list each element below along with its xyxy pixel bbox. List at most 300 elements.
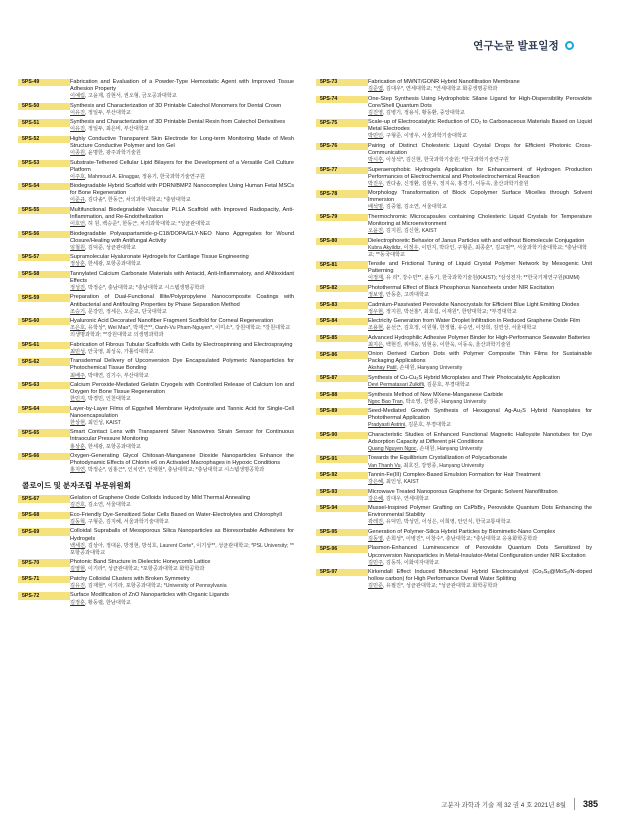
paper-title: Advanced Hydrophilic Adhesive Polymer Binder for High-Performance Seawater Batteries — [368, 334, 590, 341]
presentation-code: 5PS-54 — [18, 183, 70, 190]
co-authors-affiliation: , 최인성, KAIST — [383, 479, 419, 486]
co-authors-affiliation: , 윤선근, 김호정, 이원형, 한정협, 유승연, 이장희, 김연상, 서울대학교 — [383, 325, 537, 332]
presenting-author: 김정훈 — [70, 599, 86, 606]
presenting-author: 곽레진 — [368, 519, 384, 526]
paper-title: Biodegradable Hybrid Scaffold with PDRN/BMP2 Nanocomplex Using Human Fetal MSCs for Bone Regeneration — [70, 183, 294, 197]
presenting-author: 강은혜 — [368, 495, 384, 502]
program-entry — [22, 495, 294, 509]
presentation-code: 5PS-93 — [316, 489, 368, 496]
paper-title: Fabrication of MWNT/GONR Hybrid Nanofiltration Membrane — [368, 79, 520, 85]
author-list — [368, 496, 592, 503]
presentation-code: 5PS-51 — [18, 119, 70, 126]
co-authors-affiliation: , 최인성, KAIST — [85, 419, 121, 426]
co-authors-affiliation: , 박정순*, 임홍근*, 인치연*, 안재현*, 충남대학교; *충남대학교 시스템생명공학과 — [85, 467, 265, 474]
right-column — [320, 79, 592, 593]
paper-title: Synthesis of Cu-Cu₂S Hybrid Microplates and Their Photocatalytic Application — [368, 374, 561, 381]
co-authors-affiliation: , 문강민, 정세은, 오준교, 단국대학교 — [85, 308, 167, 315]
program-entry — [22, 576, 294, 590]
paper-title: Morphology Transformation of Block Copolymer Surface Micelles through Solvent Immersion — [368, 190, 592, 204]
co-authors-affiliation: , 김상아, 정대윤, 방정현, 방석호, Laurent Corte*, 이기상**, 성균관대학교; *PSL University; **포항공과대학교 — [70, 542, 294, 556]
author-list — [70, 126, 294, 133]
entry-body — [70, 429, 294, 450]
paper-title: Synthesis and Characterization of 3D Printable Catechol Monomers for Dental Crown — [70, 102, 282, 109]
entry-body — [70, 528, 294, 556]
co-authors-affiliation: , 김지원, 김신현, KAIST — [383, 228, 437, 235]
co-authors-affiliation: , 유필진*, 성균관대학교; *성균관대학교 화학공학과 — [383, 583, 498, 590]
presenting-author: 김동혁 — [70, 519, 86, 525]
author-list — [70, 519, 294, 526]
presenting-author: 홍상훈 — [70, 443, 86, 450]
presentation-code: 5PS-56 — [18, 231, 70, 238]
author-list — [70, 309, 294, 316]
co-authors-affiliation: , 유학상*, Wei Mao*, 박재근**, Oanh-Vu Pham-Nguyen*, 이미소*, 강원대학교; *강원대학교 의생명과학과; **강원대학교 의생명과학과 — [70, 325, 291, 339]
presenting-author: 박민인 — [368, 133, 384, 140]
paper-title: One-Step Synthesis Using Hydrophobic Silane Ligand for High-Dispersibility Perovskite Core/Shell Quantum Dots — [368, 95, 592, 109]
co-authors-affiliation: , 권다솔, 신정환, 김현우, 정지욱, 홍경기, 이동욱, 울산과학기술원 — [383, 180, 529, 187]
co-authors-affiliation: , 최호진, 강영종, Hanyang University — [400, 462, 485, 469]
journal-citation: 고분자 과학과 기술 제 32 권 4 호 2021년 8월 — [441, 801, 566, 809]
presentation-code: 5PS-57 — [18, 254, 70, 261]
presentation-code: 5PS-65 — [18, 429, 70, 436]
paper-title: Layer-by-Layer Films of Eggshell Membrane Hydrolysate and Tannic Acid for Single-Cell Nanoencapsulation — [70, 405, 294, 419]
co-authors-affiliation: , 한세광, 포항공과대학교 — [85, 261, 141, 268]
presentation-code: 5PS-59 — [18, 294, 70, 301]
circle-bullet-icon — [565, 41, 574, 50]
paper-title: Tannylated Calcium Carbonate Materials with Antacid, Anti-Inflammatory, and ANtioxidant Effects — [70, 270, 294, 284]
author-list — [368, 325, 592, 332]
presentation-code: 5PS-62 — [18, 358, 70, 365]
entry-body — [368, 238, 592, 259]
presenting-author: 한상현 — [70, 419, 86, 426]
presenting-author: 이예림 — [70, 93, 86, 100]
presenting-author: 최배주 — [70, 372, 86, 379]
author-list — [368, 292, 592, 299]
paper-title: Smart Contact Lens with Transparent Silver Nanowires Strain Sensor for Continuous Intraocular Pressure Monitoring — [70, 429, 294, 443]
paper-title: Hyaluronic Acid Decorated Nanofiber Fragment Scaffold for Corneal Regeneration — [70, 318, 274, 325]
paper-title: Supramolecular Hyaluronate Hydrogels for Cartilage Tissue Engineering — [70, 254, 249, 261]
presenting-author: 백세진 — [70, 542, 86, 549]
program-entry — [320, 472, 592, 486]
entry-body — [70, 512, 294, 526]
paper-title: Plasmon-Enhanced Luminescence of Perovskite Quantum Dots Sensitized by Upconversion Nanoparticles in Metal-Insulator-Metal Configuration under NIR Excitation — [368, 545, 592, 559]
paper-title: Multifunctional Biodegradable Vascular PLLA Scaffold with Improved Radiopacity, Anti-Inflammation, and Re-Endothelization — [70, 206, 294, 220]
author-list — [368, 365, 592, 372]
author-list — [70, 444, 294, 451]
presenting-author: 김건호 — [70, 502, 86, 509]
presenting-author: 한민지 — [70, 396, 86, 403]
program-entry — [320, 455, 592, 469]
program-entry — [22, 382, 294, 403]
author-list — [70, 261, 294, 268]
co-authors-affiliation: , 박경민, 인천대학교 — [85, 396, 131, 403]
author-list — [70, 396, 294, 403]
co-authors-affiliation: , 박소영, 강영종, Hanyang University — [402, 398, 487, 405]
entry-body — [368, 489, 592, 503]
presenting-author: Quang Nguyen Ngoc — [368, 445, 417, 452]
paper-title: Mussel-Inspired Polymer Grafting on CsPbBr₃ Perovskite Quantum Dots Enhancing the Environmental Stability — [368, 505, 592, 519]
presenting-author: 김민주 — [368, 559, 384, 566]
co-authors-affiliation: , 이민지, 박다인, 구형준, 최종훈*, 김교범**, 서울과학기술대학교; *충남대학교; **동국대학교 — [368, 244, 588, 258]
author-list — [368, 181, 592, 188]
entry-body — [368, 505, 592, 526]
presenting-author: 김진영 — [368, 109, 384, 116]
co-authors-affiliation: , 유 리*, 강수민**, 윤동기, 한국과학기술원(KAIST); *삼성전자; **한국기계연구원(KIMM) — [383, 275, 580, 282]
entry-body — [70, 406, 294, 427]
program-entry — [320, 302, 592, 316]
program-entry — [22, 358, 294, 379]
author-list — [70, 174, 294, 181]
paper-title: Synthesis Method of New MXene-Manganese Carbide — [368, 391, 503, 398]
co-authors-affiliation: , 이기라*, 성균관대학교; *포항공과대학교 화학공학과 — [85, 566, 205, 573]
paper-title: Cadmium-Passivated Perovskite Nanocrystals for Efficient Blue Light Emitting Diodes — [368, 301, 580, 308]
presenting-author: 박시후 — [368, 157, 384, 164]
presentation-code: 5PS-94 — [316, 505, 368, 512]
co-authors-affiliation: , 김대우, 연세대학교 — [383, 495, 429, 502]
paper-title: Towards the Equilibrium Crystallization of Polycarbonate — [368, 455, 508, 462]
entry-body — [70, 119, 294, 133]
presentation-code: 5PS-83 — [316, 302, 368, 309]
presenting-author: 최지은 — [368, 341, 384, 348]
author-list — [70, 325, 294, 339]
paper-title: Superaerophobic Hydrogels Application for Enhancement of Hydrogen Production Performances of Electrochemical and Photoelectrochemical Reaction — [368, 166, 592, 180]
presenting-author: 임철원 — [70, 244, 86, 251]
entry-body — [70, 160, 294, 181]
author-list — [368, 157, 592, 164]
co-authors-affiliation: , 손대원, Hanyang University — [396, 365, 463, 372]
entry-body — [70, 576, 294, 590]
co-authors-affiliation: , 안동훈, 고려대학교 — [383, 292, 429, 299]
author-list — [70, 373, 294, 380]
paper-title: Onion Derived Carbon Dots with Polymer Composite Thin Films for Sustainable Packaging Applications — [368, 351, 592, 365]
program-entry — [22, 160, 294, 181]
entry-body — [368, 119, 592, 140]
entry-body — [70, 231, 294, 252]
left-column — [22, 79, 294, 609]
program-entry — [320, 285, 592, 299]
co-authors-affiliation: , 김재현*, 이기라, 포항공과대학교; *University of Pennsylvania — [85, 582, 227, 589]
presentation-code: 5PS-76 — [316, 143, 368, 150]
footer-divider — [574, 798, 575, 810]
paper-title: Substrate-Tethered Cellular Lipid Bilayers for the Development of a Versatile Cell Culture Platform — [70, 159, 294, 173]
page-footer — [441, 798, 598, 810]
co-authors-affiliation: , 정일두, 최은비, 부산대학교 — [85, 126, 149, 133]
entry-body — [70, 136, 294, 157]
presentation-code: 5PS-67 — [18, 495, 70, 502]
entry-body — [368, 408, 592, 429]
author-list — [368, 309, 592, 316]
entry-body — [70, 103, 294, 117]
paper-title: Photothermal Effect of Black Phosphorus Nanosheets under NIR Excitation — [368, 284, 555, 291]
paper-title: Electricity Generation from Water Droplet Infiltration in Reduced Graphene Oxide Film — [368, 318, 581, 325]
page-number: 385 — [582, 799, 598, 809]
program-entry — [320, 79, 592, 93]
author-list — [368, 110, 592, 117]
program-entry — [320, 408, 592, 429]
program-entry — [320, 351, 592, 372]
program-entry — [22, 231, 294, 252]
co-authors-affiliation: , Mahmoud A. Elnaggar, 정용기, 한국과학기술연구원 — [85, 173, 205, 180]
author-list — [70, 285, 294, 292]
presenting-author: 조은호 — [70, 325, 86, 332]
presenting-author: 이준규 — [70, 197, 86, 204]
entry-body — [70, 183, 294, 204]
author-list — [368, 86, 592, 93]
section-header-title: 연구논문 발표일정 — [473, 39, 559, 52]
co-authors-affiliation: , 정일두, 부산대학교 — [85, 109, 131, 116]
paper-title: Synthesis and Characterization of 3D Printable Dental Resin from Catechol Derivatives — [70, 119, 286, 126]
entry-body — [368, 455, 592, 469]
author-list — [368, 204, 592, 211]
entry-body — [70, 382, 294, 403]
presentation-code: 5PS-97 — [316, 569, 368, 576]
author-list — [70, 349, 294, 356]
presentation-code: 5PS-91 — [316, 455, 368, 462]
program-entry — [22, 528, 294, 556]
presenting-author: 조승기 — [70, 308, 86, 315]
presentation-code: 5PS-52 — [18, 136, 70, 143]
paper-title: Colloidal Supraballs of Mesoporous Silica Nanoparticles as Bioresorbable Adhesives for Hydrogels — [70, 528, 294, 542]
committee-section-title: 콜로이드 및 분자조립 부문위원회 — [22, 481, 132, 491]
author-list — [368, 536, 592, 543]
presentation-code: 5PS-90 — [316, 432, 368, 439]
presentation-code: 5PS-71 — [18, 576, 70, 583]
author-list — [70, 467, 294, 474]
entry-body — [70, 79, 294, 100]
entry-body — [70, 318, 294, 339]
co-authors-affiliation: , 박정순*, 충남대학교; *충남대학교 시스템생명공학과 — [85, 284, 205, 291]
author-list — [368, 519, 592, 526]
co-authors-affiliation: , 유덕민, 박성민, 이성은, 이희영, 안인식, 한국교통대학교 — [383, 519, 511, 526]
paper-title: Generation of Polymer-Silica Hybrid Particles by Biomimetic-Nano Complex — [368, 528, 556, 535]
entry-body — [368, 375, 592, 389]
author-list — [70, 420, 294, 427]
entry-body — [70, 453, 294, 474]
program-entry — [22, 119, 294, 133]
program-entry — [320, 569, 592, 590]
co-authors-affiliation: , 김동하, 이화여자대학교 — [383, 559, 439, 566]
program-entry — [22, 254, 294, 268]
presenting-author: 이정재 — [368, 275, 384, 282]
co-authors-affiliation: , 윤명한, 광주과학기술원 — [85, 150, 141, 157]
presenting-author: 이유진 — [70, 109, 86, 116]
program-entry — [320, 545, 592, 566]
author-list — [70, 566, 294, 573]
paper-title: Fabrication of Fibrous Tubular Scaffolds with Cells by Electrospinning and Electrospraying — [70, 341, 293, 348]
presenting-author: 강은혜 — [368, 479, 384, 486]
co-authors-affiliation: , 안국영, 최성욱, 가톨릭대학교 — [85, 348, 154, 355]
presenting-author: 정보영 — [368, 292, 384, 299]
presenting-author: Pradyasti Astrini — [368, 422, 406, 429]
program-entry — [320, 143, 592, 164]
co-authors-affiliation: , 손대원, Hanyang University — [416, 445, 483, 452]
entry-body — [368, 529, 592, 543]
entry-body — [70, 271, 294, 292]
presentation-code: 5PS-69 — [18, 528, 70, 535]
presentation-code: 5PS-82 — [316, 285, 368, 292]
presenting-author: 김민준 — [368, 583, 384, 590]
presentation-code: 5PS-95 — [316, 529, 368, 536]
presentation-code: 5PS-66 — [18, 453, 70, 460]
author-list — [70, 583, 294, 590]
entry-body — [368, 569, 592, 590]
presentation-code: 5PS-55 — [18, 207, 70, 214]
entry-body — [368, 318, 592, 332]
paper-title: Biodegradable Polyaspartamide-g-C18/DOPA/GLY-NEO Nano Aggregates for Wound Closure/Healing with Antifungal Activity — [70, 230, 294, 244]
entry-body — [368, 167, 592, 188]
co-authors-affiliation: , 김문호, 부경대학교 — [405, 422, 452, 429]
paper-title: Tensile and Frictional Tuning of Liquid Crystal Polymer Network by Mesogenic Unit Patterning — [368, 261, 592, 275]
program-entry — [320, 261, 592, 282]
entry-body — [70, 342, 294, 356]
program-entry — [320, 214, 592, 235]
co-authors-affiliation: , 구형준, 김지혜, 서울과학기술대학교 — [85, 519, 169, 525]
paper-title: Surface Modification of ZnO Nanoparticles with Organic Ligands — [70, 592, 229, 599]
entry-body — [368, 545, 592, 566]
entry-body — [368, 261, 592, 282]
program-entry — [22, 271, 294, 292]
co-authors-affiliation: , 고윤제, 김현서, 권오형, 금오공과대학교 — [85, 93, 177, 100]
author-list — [368, 583, 592, 590]
author-list — [368, 399, 592, 406]
author-list — [368, 382, 592, 389]
presentation-code: 5PS-84 — [316, 318, 368, 325]
paper-title: Gelation of Graphene Oxide Colloids Induced by Mild Thermal Annealing — [70, 495, 250, 502]
entry-body — [368, 96, 592, 117]
presentation-code: 5PS-73 — [316, 79, 368, 86]
presenting-author: Van Thanh Vu — [368, 462, 401, 469]
program-entry — [320, 318, 592, 332]
paper-title: Fabrication and Evaluation of a Powder-Type Hemostatic Agent with Improved Tissue Adhesion Property — [70, 79, 294, 93]
entry-body — [368, 79, 592, 93]
presenting-author: 이호언 — [70, 221, 86, 228]
paper-title: Calcium Peroxide-Mediated Gelatin Cryogels with Controlled Release of Calcium Ion and Oxygen for Bone Tissue Regeneration — [70, 382, 294, 396]
presentation-code: 5PS-86 — [316, 351, 368, 358]
presenting-author: 김유진 — [70, 582, 86, 589]
paper-title: Seed-Mediated Growth Synthesis of Hexagonal Ag-Au₂S Hybrid Nanoplates for Photothermal Application — [368, 408, 592, 422]
program-entry — [320, 119, 592, 140]
presentation-code: 5PS-79 — [316, 214, 368, 221]
paper-title: Photonic Band Structure in Dielectric Honeycomb Lattice — [70, 559, 211, 566]
program-entry — [320, 375, 592, 389]
author-list — [368, 245, 592, 259]
co-authors-affiliation: , 허 원, 백승준*, 한동근, 차의과학대학교; *성균관대학교 — [85, 221, 211, 228]
entry-body — [368, 214, 592, 235]
presentation-code: 5PS-85 — [316, 335, 368, 342]
presenting-author: 박진우 — [368, 180, 384, 187]
presentation-code: 5PS-92 — [316, 472, 368, 479]
paper-title: Highly Conductive Transparent Skin Electrode for Long-term Monitoring Made of Mesh Structure Conductive Polymer and Ion Gel — [70, 135, 294, 149]
author-list — [368, 560, 592, 567]
program-entry — [22, 294, 294, 315]
paper-title: Characteristic Studies of Enhanced Functional Magnetic Halloysite Nanotubes for Dye Adsorption Capacity at Different pH Conditions — [368, 431, 592, 445]
author-list — [368, 133, 592, 140]
program-entry — [22, 559, 294, 573]
program-entry — [22, 136, 294, 157]
presenting-author: 배석명 — [368, 204, 384, 211]
entry-body — [368, 432, 592, 453]
program-entry — [320, 190, 592, 211]
program-entry — [22, 429, 294, 450]
presentation-code: 5PS-89 — [316, 408, 368, 415]
presenting-author: 홍지연 — [70, 467, 86, 474]
presentation-code: 5PS-80 — [316, 238, 368, 245]
presenting-author: 김영현 — [70, 566, 86, 573]
presenting-author: 정상훈 — [70, 261, 86, 268]
author-list — [70, 93, 294, 100]
program-entry — [22, 512, 294, 526]
entry-body — [70, 294, 294, 315]
paper-title: Patchy Colloidal Clusters with Broken Symmetry — [70, 575, 190, 582]
program-entry — [320, 96, 592, 117]
paper-title: Eco-Friendly Dye-Sensitized Solar Cells Based on Water-Electrolytes and Chlorophyll — [70, 511, 282, 518]
program-entry — [22, 406, 294, 427]
program-entry — [320, 489, 592, 503]
entry-body — [368, 472, 592, 486]
entry-body — [368, 335, 592, 349]
program-entry — [320, 167, 592, 188]
presentation-code: 5PS-68 — [18, 512, 70, 519]
presentation-code: 5PS-96 — [316, 545, 368, 552]
paper-title: Dielectrophoretic Behavior of Janus Particles with and without Biomolecule Conjugation — [368, 237, 585, 244]
co-authors-affiliation: , 손희성*, 이병진*, 이창수*, 충남대학교; *충남대학교 응용화학공학과 — [383, 535, 538, 542]
author-list — [70, 502, 294, 509]
presentation-code: 5PS-74 — [316, 96, 368, 103]
presentation-code: 5PS-78 — [316, 190, 368, 197]
presentation-code: 5PS-61 — [18, 342, 70, 349]
presenting-author: Devi Permatasari Zulkifli — [368, 382, 424, 389]
paper-title: Transdermal Delivery of Upconversion Dye Encapsulated Polymeric Nanoparticles for Photochemical Tissue Bonding — [70, 358, 294, 372]
entry-body — [70, 254, 294, 268]
presentation-code: 5PS-72 — [18, 592, 70, 599]
presentation-code: 5PS-53 — [18, 160, 70, 167]
presentation-code: 5PS-60 — [18, 318, 70, 325]
author-list — [368, 275, 592, 282]
co-authors-affiliation: , 김덕준, 성균관대학교 — [85, 244, 136, 251]
presentation-code: 5PS-88 — [316, 392, 368, 399]
author-list — [70, 150, 294, 157]
author-list — [368, 479, 592, 486]
program-entry — [22, 79, 294, 100]
program-entry — [22, 453, 294, 474]
program-entry — [22, 342, 294, 356]
program-entry — [22, 592, 294, 606]
presenting-author: 김준엽 — [368, 86, 384, 93]
presentation-code: 5PS-50 — [18, 103, 70, 110]
paper-title: Tannin-Fe(III) Complex-Based Emulsion Formation for Hair Treatment — [368, 472, 541, 479]
co-authors-affiliation: , 김대우*, 연세대학교; *연세대학교 화공생명공학과 — [383, 86, 498, 93]
program-entry — [22, 207, 294, 228]
presenting-author: 오윤진 — [368, 228, 384, 235]
entry-body — [368, 392, 592, 406]
co-authors-affiliation: , 구형준, 이영우, 서울과학기술대학교 — [383, 133, 467, 140]
paper-title: Kirkendall Effect Induced Bifunctional Hybrid Electrocatalyst (Co₉S₈@MoS₂/N-doped hollow carbon) for High Performance Overall Water Splitting — [368, 569, 592, 583]
entry-body — [70, 358, 294, 379]
paper-title: Scale-up of Electrocatalytic Reduction of CO₂ to Carbonaceous Materials Based on Liquid Metal Electrodes — [368, 119, 592, 133]
presenting-author: 이주호 — [70, 173, 86, 180]
co-authors-affiliation: , 김병기, 정용식, 황동환, 중앙대학교 — [383, 109, 465, 116]
presentation-code: 5PS-63 — [18, 382, 70, 389]
co-authors-affiliation: , 한세광, 포항공과대학교 — [85, 443, 141, 450]
program-entry — [22, 318, 294, 339]
presentation-code: 5PS-75 — [316, 119, 368, 126]
co-authors-affiliation: , 이상석*, 김신현, 한국과학기술원; *한국과학기술연구원 — [383, 157, 509, 164]
program-entry — [320, 238, 592, 259]
entry-body — [70, 559, 294, 573]
presentation-code: 5PS-58 — [18, 271, 70, 278]
program-entry — [320, 392, 592, 406]
paper-title: Pairing of Distinct Cholesteric Liquid Crystal Drops for Efficient Photonic Cross-Communication — [368, 142, 592, 157]
presentation-code: 5PS-70 — [18, 559, 70, 566]
